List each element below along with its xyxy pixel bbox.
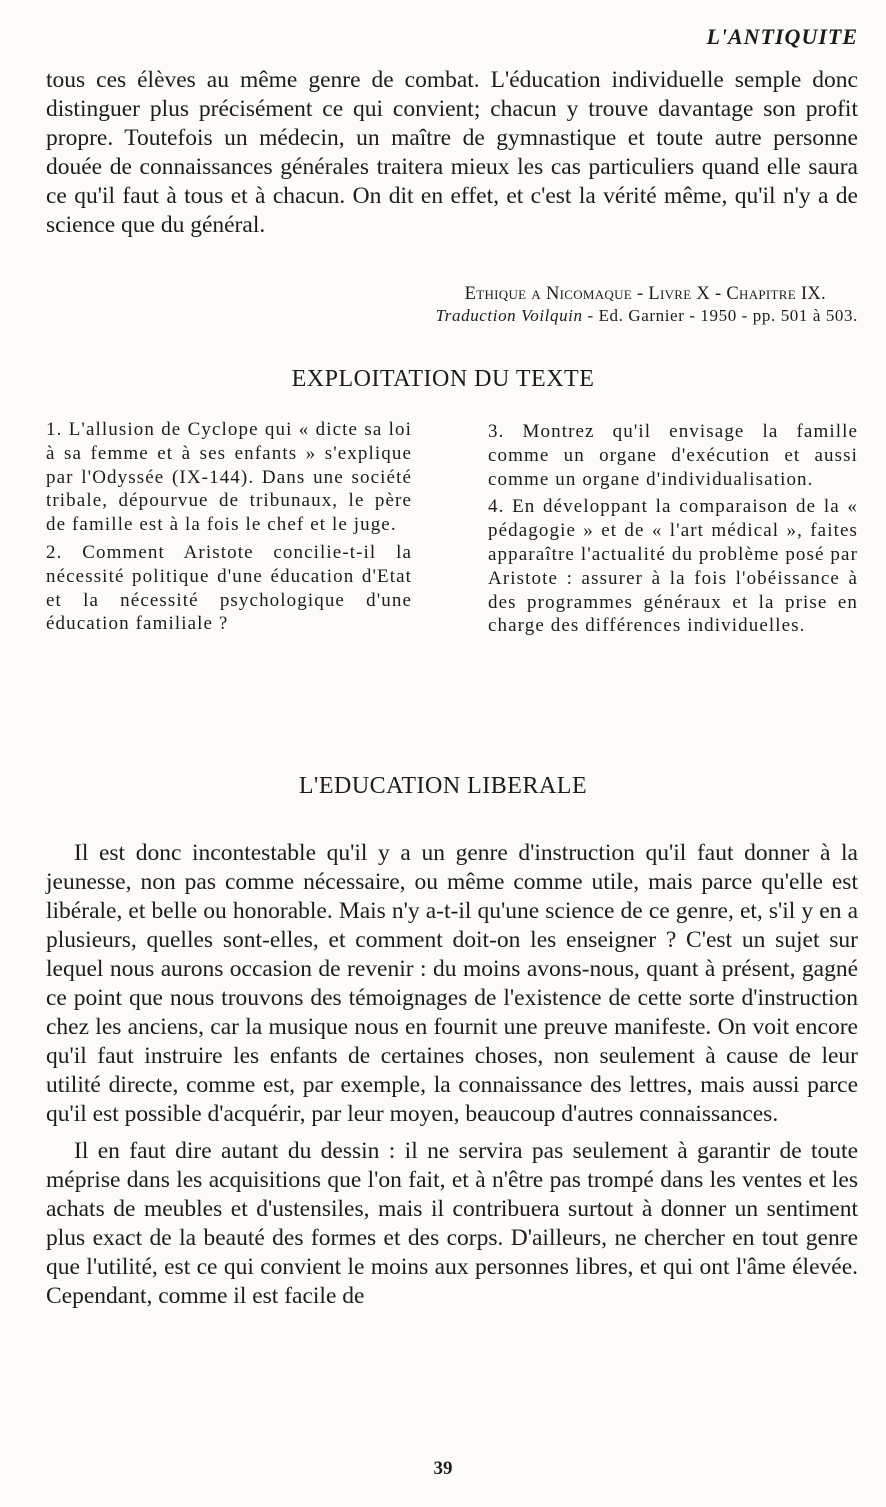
liberal-paragraph-2: Il en faut dire autant du dessin : il ne servira pas seulement à garantir de toute méprise dans les acquisitions que l'on fait, et à n'être pas trompé dans les ventes et les achats de meubles et d'ustensiles, mais il contribuera surtout à donner un sentiment plus exact de la beauté des formes et des corps. D'ailleurs, ne chercher en tout genre que l'utilité, est ce qui convient le moins aux personnes libres, et qui ont l'âme élevée. Cependant, comme il est facile de xyxy=(46,1138,858,1309)
exploitation-item-2: 2. Comment Aristote concilie-t-il la nécessité politique d'une éducation d'Etat et la nécessité psychologique d'une éducation familiale ? xyxy=(46,541,412,635)
exploitation-item-3: 3. Montrez qu'il envisage la famille comme un organe d'exécution et aussi comme un organe d'individualisation. xyxy=(488,421,858,490)
source-citation: Ethique a Nicomaque - Livre X - Chapitre IX. xyxy=(464,284,826,304)
liberal-education-text xyxy=(46,839,858,1311)
intro-text xyxy=(46,66,858,240)
exploitation-title: EXPLOITATION DU TEXTE xyxy=(291,366,595,392)
intro-paragraph: tous ces élèves au même genre de combat. L'éducation individuelle semple donc distinguer plus précisément ce qui convient; chacun y trouve davantage son profit propre. Toutefois un médecin, un maître de gymnastique et toute autre personne douée de connaissances générales traitera mieux les cas particuliers quand elle saura ce qu'il faut à tous et à chacun. On dit en effet, et c'est la vérité même, qu'il n'y a de science que du général. xyxy=(46,67,858,238)
exploitation-column-right xyxy=(488,420,858,638)
running-head: L'ANTIQUITE xyxy=(706,24,858,49)
translation-label: Traduction Voilquin xyxy=(435,306,583,325)
exploitation-column-left xyxy=(46,418,412,636)
exploitation-item-1: 1. L'allusion de Cyclope qui « dicte sa loi à sa femme et à ses enfants » s'explique par l'Odyssée (IX-144). Dans une société tribale, dépourvue de tribunaux, le père de famille est à la fois le chef et le juge. xyxy=(46,419,412,536)
liberal-education-title: L'EDUCATION LIBERALE xyxy=(298,773,588,799)
exploitation-item-4: 4. En développant la comparaison de la « pédagogie » et de « l'art médical », faites apparaître l'actualité du problème posé par Aristote : assurer à la fois l'obéissance à des programmes généraux et la prise en charge des différences individuelles. xyxy=(488,496,858,637)
liberal-paragraph-1: Il est donc incontestable qu'il y a un genre d'instruction qu'il faut donner à la jeunesse, non pas comme nécessaire, ou même comme utile, mais parce qu'elle est libérale, et belle ou honorable. Mais n'y a-t-il qu'une science de ce genre, et, s'il y en a plusieurs, quelles sont-elles, et comment doit-on les enseigner ? C'est un sujet sur lequel nous aurons occasion de revenir : du moins avons-nous, quant à présent, gagné ce point que nous trouvons des témoignages de l'existence de cette sorte d'instruction chez les anciens, car la musique nous en fournit une preuve manifeste. On voit encore qu'il faut instruire les enfants de certaines choses, non seulement à cause de leur utilité directe, comme est, par exemple, la connaissance des lettres, mais aussi parce qu'il est possible d'acquérir, par leur moyen, beaucoup d'autres connaissances. xyxy=(46,840,858,1127)
page-number: 39 xyxy=(433,1458,453,1479)
source-translation xyxy=(436,306,858,326)
edition-details: - Ed. Garnier - 1950 - pp. 501 à 503. xyxy=(582,306,858,325)
